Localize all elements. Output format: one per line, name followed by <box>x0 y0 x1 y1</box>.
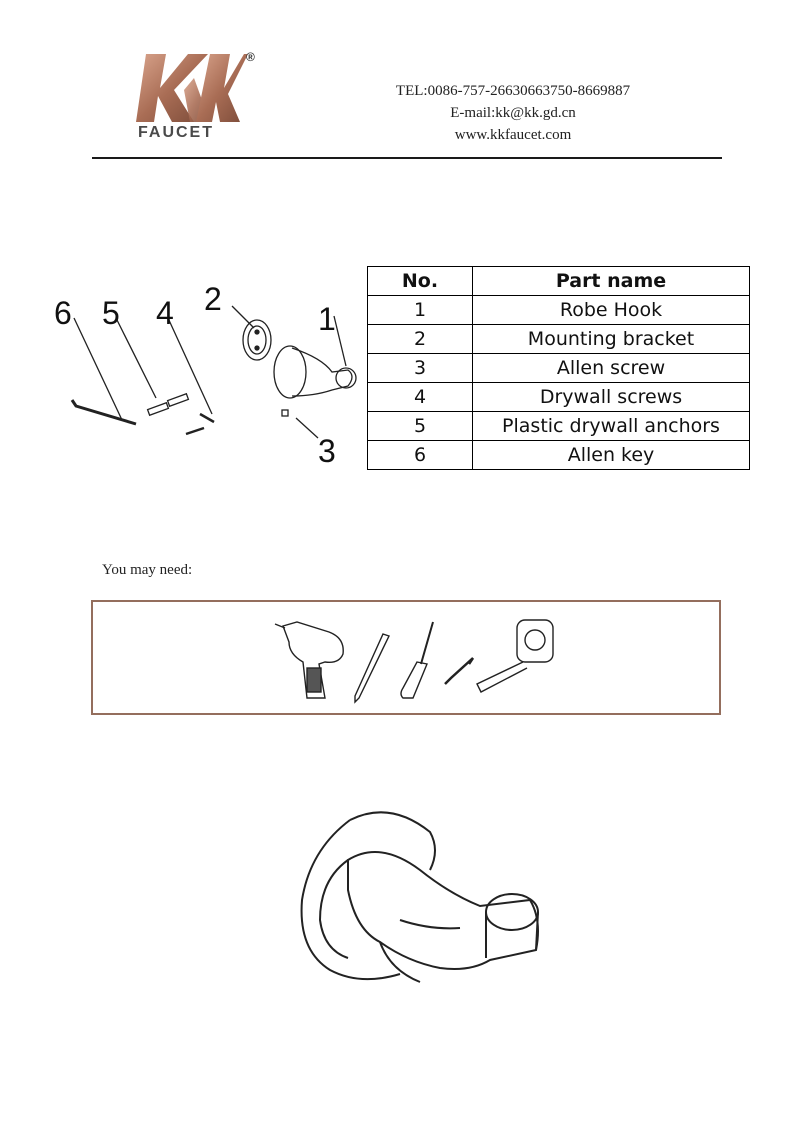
table-row <box>368 296 750 325</box>
table-header-row <box>368 267 750 296</box>
part-number: 4 <box>368 383 473 412</box>
callout-2: 2 <box>204 281 222 317</box>
logo-subtitle: FAUCET <box>138 124 214 141</box>
kk-logo-icon <box>136 50 248 124</box>
allen-key-icon <box>445 658 473 684</box>
part-number: 5 <box>368 412 473 441</box>
contact-block <box>360 80 666 146</box>
part-name: Mounting bracket <box>473 325 750 354</box>
part-name: Allen screw <box>473 354 750 383</box>
drill-icon <box>275 622 343 698</box>
robe-hook-icon <box>290 760 550 1060</box>
tools-box <box>91 600 721 715</box>
screw-part-icon <box>186 428 204 434</box>
callout-1: 1 <box>318 301 336 337</box>
table-row <box>368 383 750 412</box>
callout-4: 4 <box>156 295 174 331</box>
part-name: Plastic drywall anchors <box>473 412 750 441</box>
callout-6: 6 <box>54 295 72 331</box>
parts-exploded-diagram <box>52 272 372 472</box>
part-name: Robe Hook <box>473 296 750 325</box>
tools-needed-label: You may need: <box>102 562 193 578</box>
table-row <box>368 354 750 383</box>
exploded-view-illustration <box>52 272 372 472</box>
part-name: Allen key <box>473 441 750 470</box>
table-row <box>368 325 750 354</box>
callout-3: 3 <box>318 433 336 469</box>
robe-hook-illustration <box>290 760 550 1060</box>
parts-table <box>367 266 750 470</box>
registered-mark: ® <box>246 50 255 64</box>
brand-logo <box>136 50 264 145</box>
column-header-part-name: Part name <box>473 267 750 296</box>
contact-tel: TEL:0086-757-26630663750-8669887 <box>395 83 631 99</box>
column-header-no: No. <box>368 267 473 296</box>
part-number: 6 <box>368 441 473 470</box>
contact-email[interactable]: E-mail:kk@kk.gd.cn <box>450 105 576 121</box>
screw-part-icon <box>200 414 214 422</box>
tape-measure-icon <box>477 620 553 692</box>
screwdriver-icon <box>401 622 433 698</box>
header-divider <box>92 157 722 159</box>
table-row <box>368 441 750 470</box>
allen-screw-part-icon <box>282 410 288 416</box>
pencil-icon <box>355 634 389 702</box>
anchor-part-icon <box>148 403 169 415</box>
part-number: 1 <box>368 296 473 325</box>
table-row <box>368 412 750 441</box>
callout-5: 5 <box>102 295 120 331</box>
part-number: 2 <box>368 325 473 354</box>
allen-key-part-icon <box>72 400 136 424</box>
part-number: 3 <box>368 354 473 383</box>
contact-website[interactable]: www.kkfaucet.com <box>454 127 572 143</box>
anchor-part-icon <box>168 394 189 406</box>
part-name: Drywall screws <box>473 383 750 412</box>
